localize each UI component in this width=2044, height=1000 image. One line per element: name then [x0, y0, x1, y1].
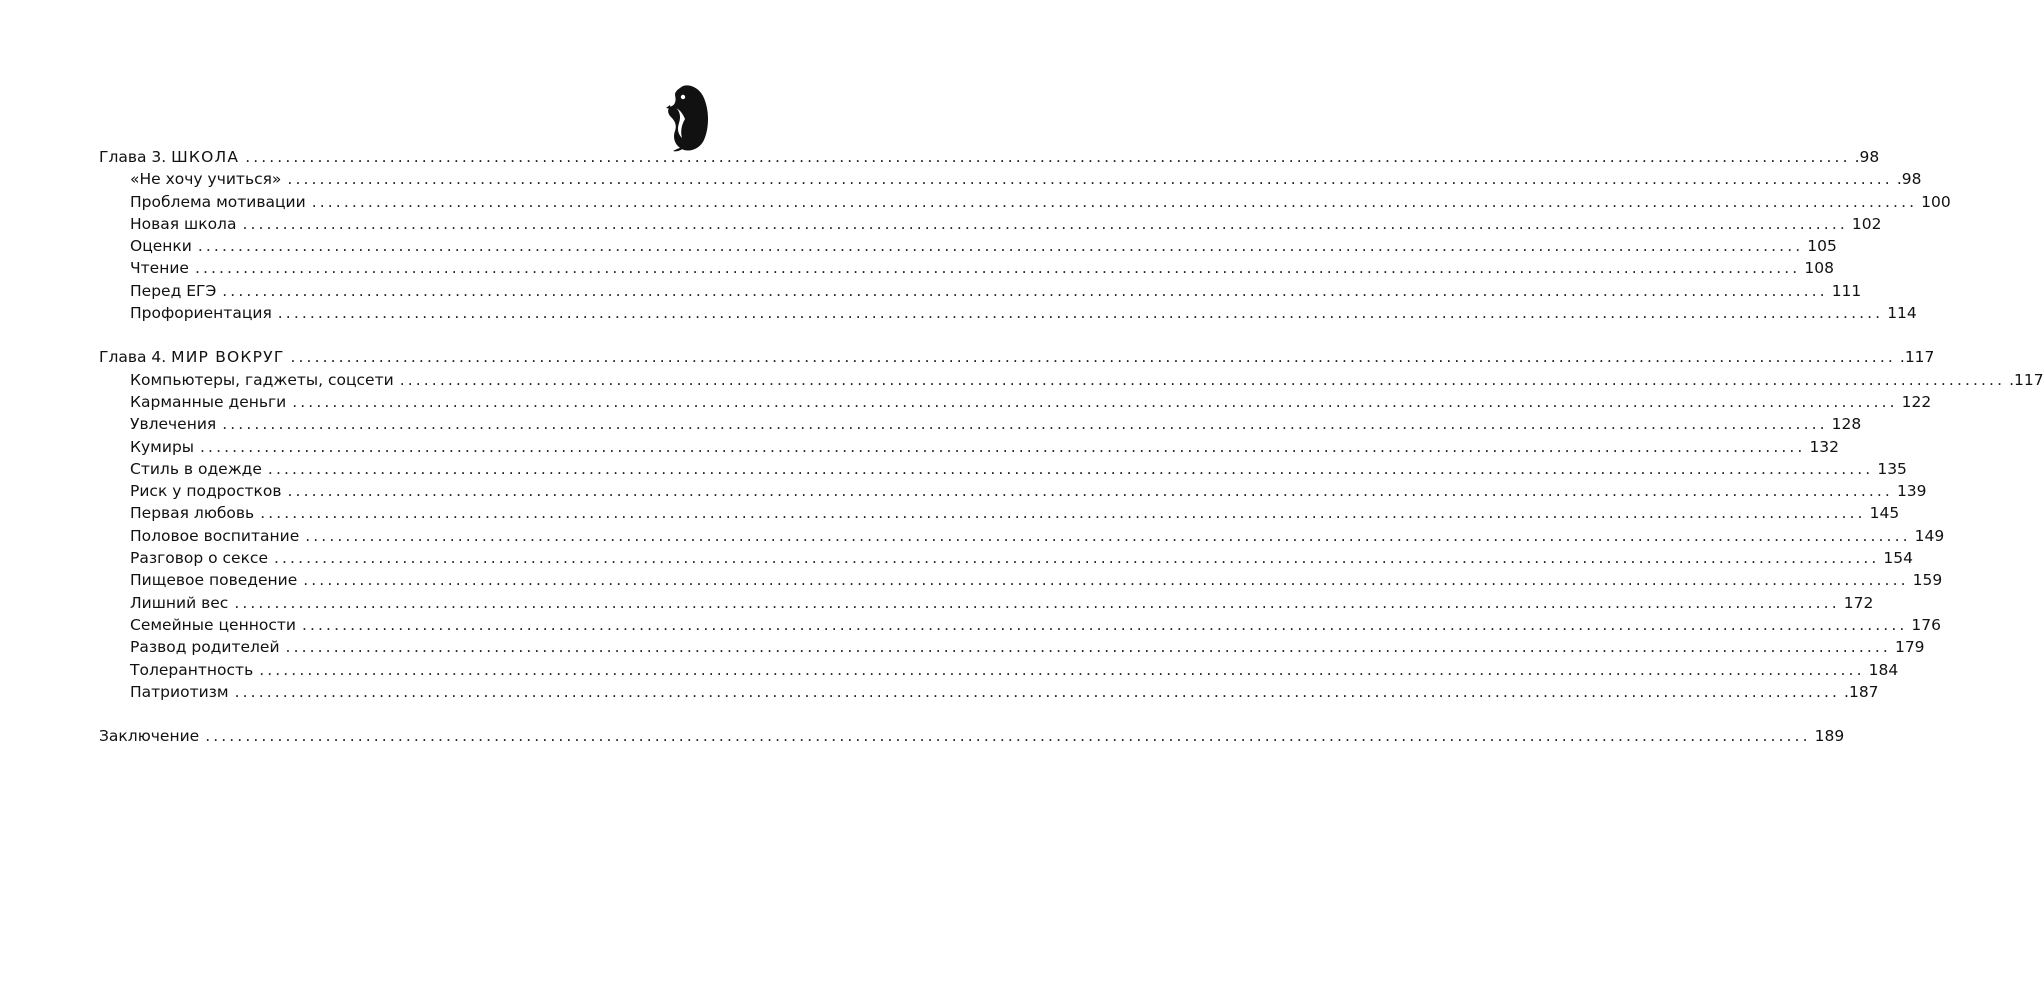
toc-entry	[99, 369, 2044, 391]
dot-leader: ........................................................................................................................................................................................................	[290, 348, 1896, 367]
page-number: 184	[1868, 660, 1899, 679]
entry-title: Лишний вес	[130, 593, 229, 612]
dot-leader: ........................................................................................................................................................................................................	[242, 214, 1848, 233]
dot-leader: ........................................................................................................................................................................................................	[305, 526, 1911, 545]
entry-title: «Не хочу учиться»	[130, 170, 282, 189]
toc-entry	[99, 436, 1840, 458]
page-number: 105	[1807, 237, 1837, 256]
dot-leader: ........................................................................................................................................................................................................	[234, 593, 1840, 612]
dot-leader: ........................................................................................................................................................................................................	[259, 660, 1865, 679]
page-number: 100	[1921, 192, 1951, 211]
chapter-title-group	[99, 146, 245, 168]
dot-leader: ........................................................................................................................................................................................................	[292, 392, 1898, 411]
toc-entry	[99, 636, 1925, 658]
toc-entry	[99, 547, 1913, 569]
dot-leader: ........................................................................................................................................................................................................	[197, 237, 1804, 256]
entry-title: Кумиры	[130, 437, 195, 456]
entry-title: Перед ЕГЭ	[130, 281, 217, 300]
dot-leader: ........................................................................................................................................................................................................	[287, 482, 1893, 501]
entry-title: Семейные ценности	[130, 615, 296, 634]
chapter-title: ШКОЛА	[171, 148, 240, 166]
page-number: .98	[1854, 148, 1880, 166]
entry-title: Патриотизм	[130, 682, 229, 701]
dot-leader: ........................................................................................................................................................................................................	[267, 459, 1874, 478]
conclusion-title: Заключение	[99, 727, 200, 746]
chapter-title: МИР ВОКРУГ	[171, 348, 285, 367]
dot-leader: ........................................................................................................................................................................................................	[311, 192, 1918, 211]
toc-entry	[99, 391, 1932, 413]
table-of-contents	[99, 146, 2044, 747]
entry-title: Увлечения	[130, 415, 217, 434]
toc-entry	[99, 458, 1907, 480]
page-number: 149	[1914, 526, 1945, 545]
dot-leader: ........................................................................................................................................................................................................	[399, 370, 2006, 389]
page-number: 172	[1843, 593, 1874, 612]
page-number: 179	[1894, 638, 1925, 657]
dot-leader: ........................................................................................................................................................................................................	[287, 170, 1893, 189]
entry-title: Первая любовь	[130, 504, 255, 523]
toc-entry	[99, 525, 1945, 547]
page-number: 122	[1901, 392, 1932, 411]
toc-entry	[99, 302, 1917, 324]
page-number: 176	[1911, 615, 1941, 634]
conclusion-entry	[99, 725, 1845, 747]
dot-leader: ........................................................................................................................................................................................................	[301, 615, 1908, 634]
entry-title: Пищевое поведение	[130, 571, 298, 590]
dot-leader: ........................................................................................................................................................................................................	[245, 148, 1851, 166]
toc-entry	[99, 480, 1927, 502]
entry-title: Стиль в одежде	[130, 459, 262, 478]
page-number: .117	[2009, 370, 2044, 389]
entry-title: Новая школа	[130, 214, 237, 233]
page-number: 128	[1831, 415, 1862, 434]
toc-entry	[99, 235, 1837, 257]
page-number: 114	[1887, 304, 1917, 323]
toc-entry	[99, 502, 1900, 524]
dot-leader: ........................................................................................................................................................................................................	[200, 437, 1806, 456]
chapter-label: Глава 3.	[99, 148, 167, 166]
entry-title: Развод родителей	[130, 638, 280, 657]
dot-leader: ........................................................................................................................................................................................................	[194, 259, 1801, 278]
page-number: 189	[1814, 727, 1845, 746]
entry-title: Риск у подростков	[130, 482, 282, 501]
chapter-heading	[99, 346, 1935, 368]
page-number: 111	[1831, 281, 1862, 300]
dot-leader: ........................................................................................................................................................................................................	[277, 304, 1884, 323]
entry-title: Разговор о сексе	[130, 549, 268, 568]
dot-leader: ........................................................................................................................................................................................................	[205, 727, 1811, 746]
chapter-heading	[99, 146, 1880, 168]
toc-entry	[99, 569, 1943, 591]
penguin-icon	[666, 84, 710, 152]
dot-leader: ........................................................................................................................................................................................................	[303, 571, 1909, 590]
toc-entry	[99, 592, 1874, 614]
chapter-title-group	[99, 346, 290, 368]
entry-title: Оценки	[130, 237, 192, 256]
page-number: .98	[1896, 170, 1922, 189]
dot-leader: ........................................................................................................................................................................................................	[222, 415, 1828, 434]
entry-title: Профориентация	[130, 304, 272, 323]
page-number: 154	[1883, 549, 1913, 568]
dot-leader: ........................................................................................................................................................................................................	[260, 504, 1866, 523]
toc-entry	[99, 280, 1862, 302]
page-number: 139	[1896, 482, 1927, 501]
toc-entry	[99, 257, 1834, 279]
dot-leader: ........................................................................................................................................................................................................	[234, 682, 1841, 701]
page-number: 135	[1877, 459, 1907, 478]
toc-entry	[99, 191, 1951, 213]
dot-leader: ........................................................................................................................................................................................................	[285, 638, 1891, 657]
toc-entry	[99, 413, 1862, 435]
dot-leader: ........................................................................................................................................................................................................	[222, 281, 1828, 300]
entry-title: Чтение	[130, 259, 189, 278]
chapter-label: Глава 4.	[99, 348, 167, 367]
entry-title: Компьютеры, гаджеты, соцсети	[130, 370, 394, 389]
toc-entry	[99, 659, 1899, 681]
entry-title: Проблема мотивации	[130, 192, 306, 211]
toc-entry	[99, 168, 1922, 190]
dot-leader: ........................................................................................................................................................................................................	[274, 549, 1880, 568]
page-number: 102	[1851, 214, 1882, 233]
entry-title: Половое воспитание	[130, 526, 300, 545]
entry-title: Карманные деньги	[130, 392, 287, 411]
entry-title: Толерантность	[130, 660, 254, 679]
page-number: .187	[1844, 682, 1879, 701]
toc-entry	[99, 614, 1941, 636]
page-number: 159	[1912, 571, 1943, 590]
page-number: 108	[1804, 259, 1834, 278]
page-number: 132	[1809, 437, 1840, 456]
page-number: 145	[1869, 504, 1900, 523]
section-gap	[99, 703, 655, 725]
section-gap	[99, 324, 655, 346]
toc-entry	[99, 681, 1879, 703]
toc-entry	[99, 213, 1882, 235]
page-number: .117	[1899, 348, 1935, 367]
